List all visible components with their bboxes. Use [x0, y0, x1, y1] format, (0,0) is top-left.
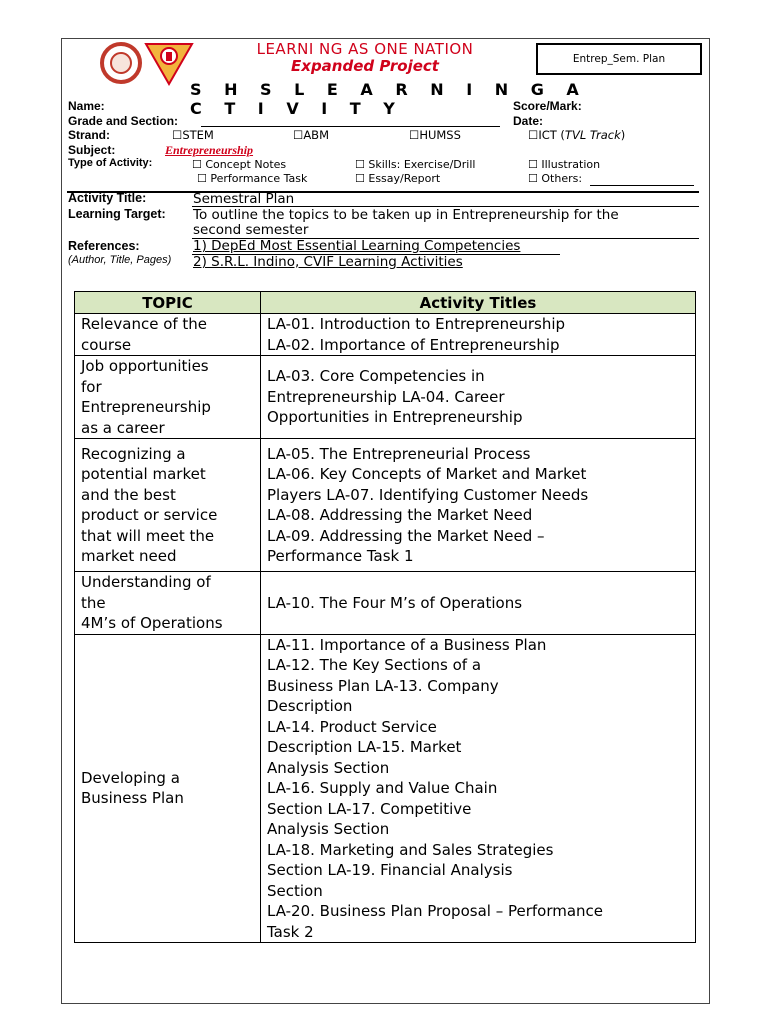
plan-code-box: Entrep_Sem. Plan [536, 43, 702, 75]
deped-logo [144, 40, 194, 86]
checkbox-icon[interactable]: ☐ [528, 158, 538, 171]
score-label: Score/Mark: [513, 99, 582, 113]
checkbox-icon[interactable]: ☐ [528, 128, 539, 142]
learning-target-label: Learning Target: [68, 207, 166, 221]
topic-column-header: TOPIC [75, 292, 261, 314]
strand-ict-option[interactable]: ☐ICT (TVL Track) [528, 128, 626, 142]
date-label: Date: [513, 114, 544, 128]
table-row [75, 572, 696, 635]
strand-label: Strand: [68, 128, 110, 142]
type-concept-notes[interactable]: ☐ Concept Notes [192, 158, 287, 171]
subject-label: Subject: [68, 143, 116, 157]
table-header-row [75, 292, 696, 314]
activity-title-label: Activity Title: [68, 191, 147, 205]
table-row [75, 314, 696, 356]
checkbox-icon[interactable]: ☐ [293, 128, 304, 142]
topic-cell: Developing a Business Plan [75, 634, 261, 943]
activity-title-value: Semestral Plan [193, 191, 295, 207]
checkbox-icon[interactable]: ☐ [355, 158, 365, 171]
school-seal-logo [100, 42, 142, 84]
reference-2: 2) S.R.L. Indino, CVIF Learning Activities [193, 254, 463, 270]
table-row [75, 634, 696, 943]
grade-section-field[interactable] [201, 126, 500, 127]
type-essay-report[interactable]: ☐ Essay/Report [355, 172, 441, 185]
activity-cell: LA-05. The Entrepreneurial Process LA-06. Key Concepts of Market and Market Players LA-07. Identifying Customer Needs LA-08. Addressing the Market Need LA-09. Addressing the Market Need – Performance Task 1 [261, 439, 696, 572]
checkbox-icon[interactable]: ☐ [409, 128, 420, 142]
topic-cell: Job opportunities for Entrepreneurship as a career [75, 356, 261, 439]
activity-cell: LA-10. The Four M’s of Operations [261, 572, 696, 635]
references-note: (Author, Title, Pages) [68, 254, 172, 266]
expanded-project-label: Expanded Project [291, 57, 439, 75]
strand-humss-option[interactable]: ☐HUMSS [409, 128, 461, 142]
type-illustration[interactable]: ☐ Illustration [528, 158, 601, 171]
type-others[interactable]: ☐ Others: [528, 172, 583, 185]
checkbox-icon[interactable]: ☐ [355, 172, 365, 185]
activity-type-label: Type of Activity: [68, 157, 153, 169]
learning-target-line2: second semester [193, 222, 309, 238]
learning-target-line1: To outline the topics to be taken up in Entrepreneurship for the [193, 207, 619, 223]
checkbox-icon[interactable]: ☐ [192, 158, 202, 171]
activity-cell: LA-03. Core Competencies in Entrepreneurship LA-04. Career Opportunities in Entrepreneurship [261, 356, 696, 439]
strand-abm-option[interactable]: ☐ABM [293, 128, 329, 142]
subject-value: Entrepreneurship [165, 143, 254, 157]
name-label: Name: [68, 99, 105, 113]
references-label: References: [68, 239, 140, 253]
checkbox-icon[interactable]: ☐ [172, 128, 183, 142]
type-skills-drill[interactable]: ☐ Skills: Exercise/Drill [355, 158, 476, 171]
others-field[interactable] [590, 185, 694, 186]
reference-1: 1) DepEd Most Essential Learning Competencies [193, 238, 521, 254]
topics-table [74, 291, 696, 943]
activity-cell: LA-01. Introduction to Entrepreneurship LA-02. Importance of Entrepreneurship [261, 314, 696, 356]
nation-banner: LEARNI NG AS ONE NATION [256, 40, 474, 58]
table-row [75, 356, 696, 439]
topic-cell: Relevance of the course [75, 314, 261, 356]
topic-cell: Recognizing a potential market and the best product or service that will meet the market need [75, 439, 261, 572]
topic-cell: Understanding of the 4M’s of Operations [75, 572, 261, 635]
checkbox-icon[interactable]: ☐ [197, 172, 207, 185]
strand-stem-option[interactable]: ☐STEM [172, 128, 214, 142]
page-title: S H S L E A R N I N G A C T I V I T Y [190, 80, 588, 118]
checkbox-icon[interactable]: ☐ [528, 172, 538, 185]
activity-titles-column-header: Activity Titles [261, 292, 696, 314]
table-row [75, 439, 696, 572]
activity-cell: LA-11. Importance of a Business Plan LA-12. The Key Sections of a Business Plan LA-13. Company Description LA-14. Product Service Description LA-15. Market Analysis Section LA-16. Supply and Value Chain Section LA-17. Competitive Analysis Section LA-18. Marketing and Sales Strategies Section LA-19. Financial Analysis Section LA-20. Business Plan Proposal – Performance Task 2 [261, 634, 696, 943]
grade-section-label: Grade and Section: [68, 114, 179, 128]
divider [67, 191, 699, 193]
type-performance-task[interactable]: ☐ Performance Task [197, 172, 308, 185]
